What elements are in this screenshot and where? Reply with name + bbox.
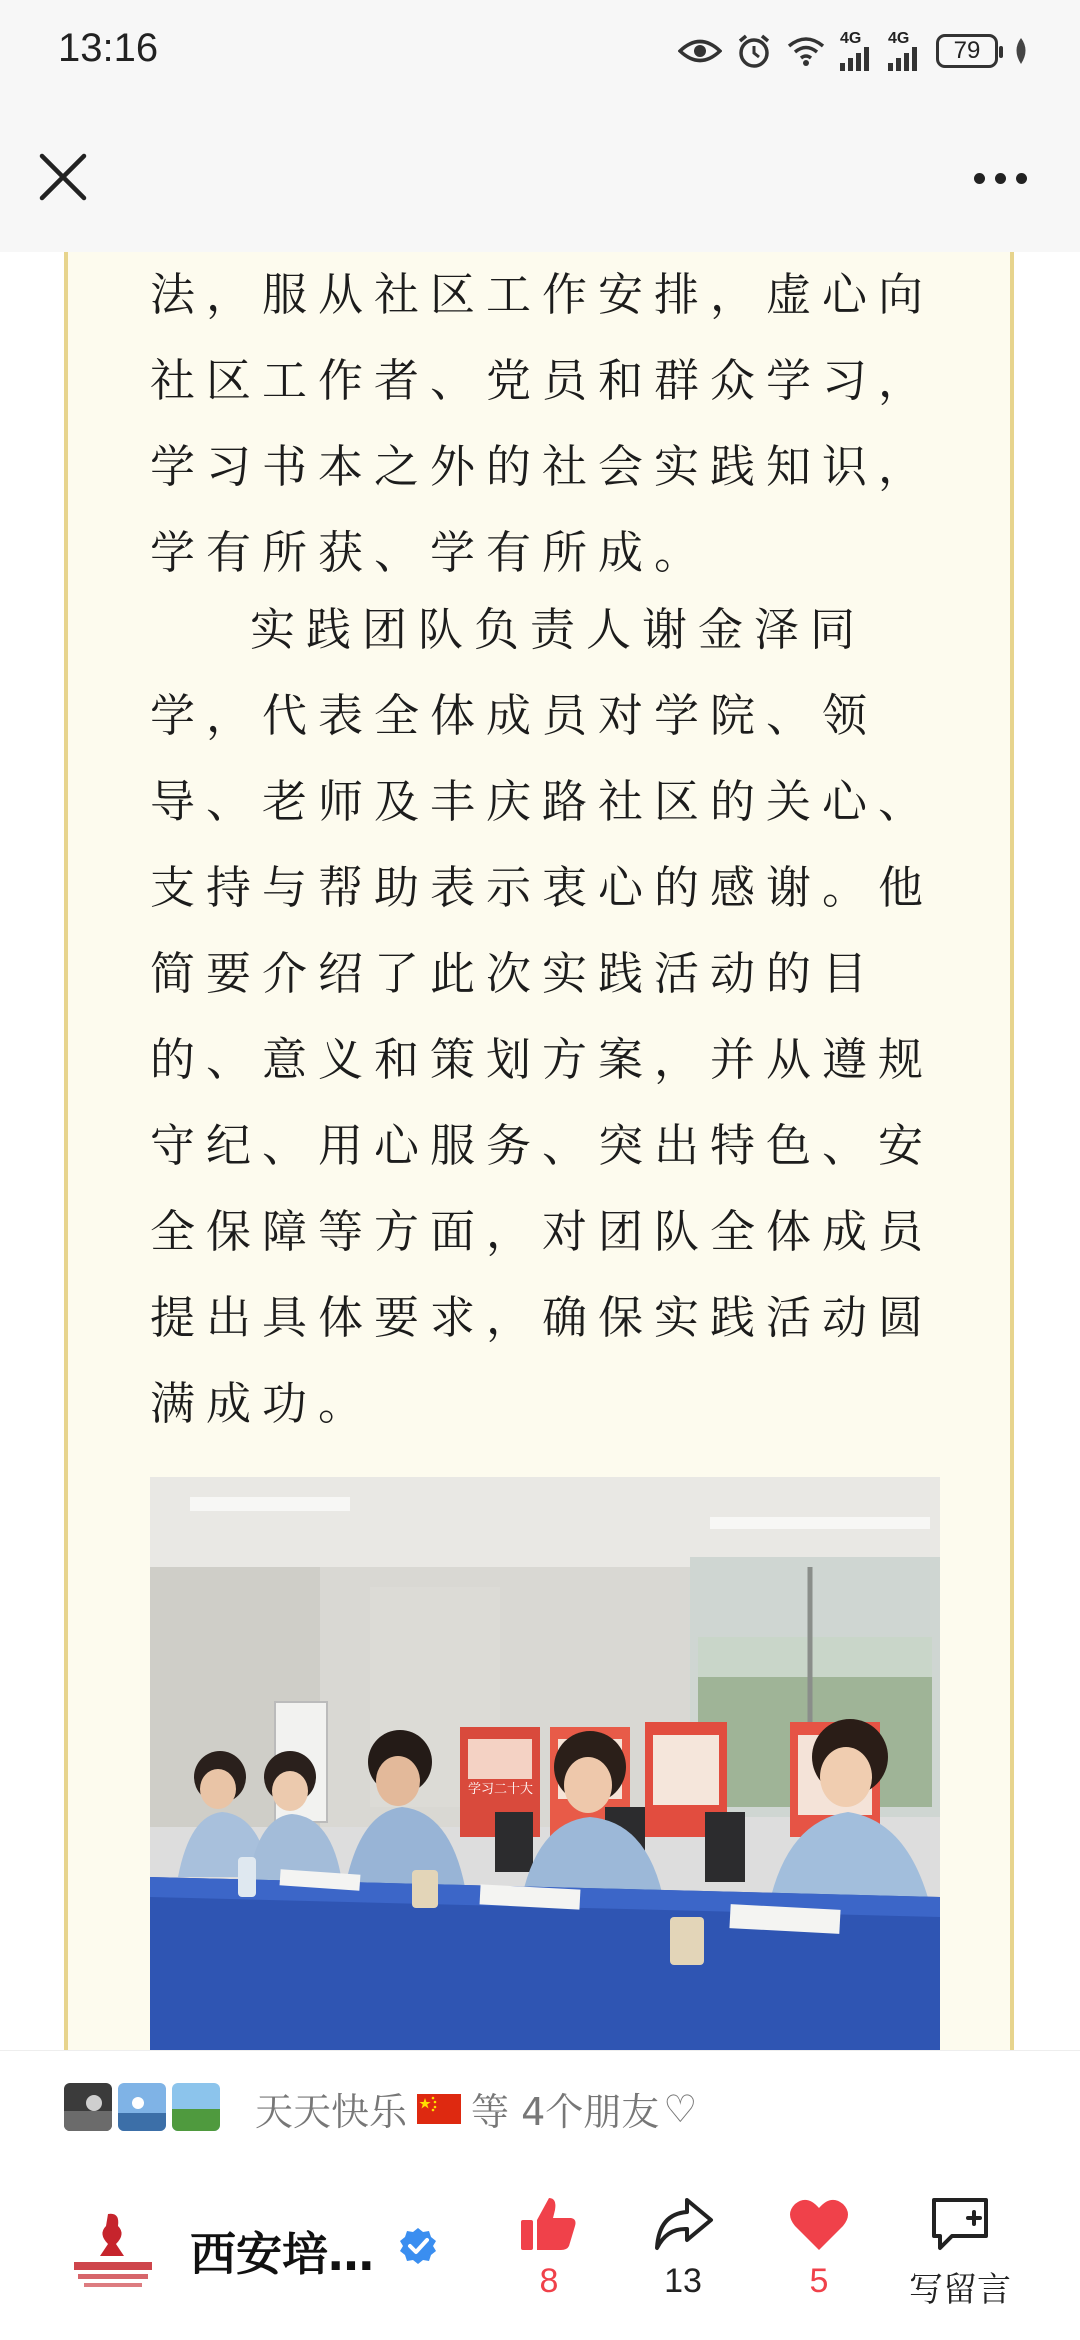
more-dot [995, 173, 1006, 184]
heart-icon [787, 2192, 851, 2256]
verified-badge-icon [398, 2226, 438, 2266]
more-options-button[interactable] [960, 158, 1040, 198]
status-time: 13:16 [58, 26, 159, 70]
heart-outline-icon: ♡ [663, 2086, 698, 2131]
write-comment-button[interactable] [890, 2192, 1030, 2311]
status-bar [0, 0, 1080, 100]
friend-name: 天天快乐 [255, 2090, 408, 2134]
friends-count-text: 等 4个朋友 [471, 2090, 660, 2134]
like-count: 8 [539, 2262, 559, 2300]
battery-indicator: 79 [936, 34, 998, 68]
title-bar [0, 100, 1080, 252]
article-paragraph: 法，服从社区工作安排，虚心向社区工作者、党员和群众学习，学习书本之外的社会实践知识，学有所获、学有所成。 [150, 268, 935, 579]
network-type-1: 4G [840, 30, 862, 47]
eye-icon [678, 36, 722, 66]
more-dot [1016, 173, 1027, 184]
like-button[interactable] [494, 2192, 604, 2301]
signal-1 [840, 31, 874, 71]
thumbs-up-icon [517, 2192, 581, 2256]
favorite-button[interactable] [764, 2192, 874, 2301]
bottom-action-bar [0, 2160, 1080, 2340]
article-paragraph: 实践团队负责人谢金泽同学，代表全体成员对学院、领导、老师及丰庆路社区的关心、支持与帮助表示衷心的感谢。他简要介绍了此次实践活动的目的、意义和策划方案，并从遵规守纪、用心服务、突出特色、安全保障等方面，对团队全体成员提出具体要求，确保实践活动圆满成功。 [150, 603, 935, 1430]
article-frame [64, 252, 1014, 2050]
status-icons [678, 26, 1030, 76]
avatar [172, 2083, 220, 2131]
friend-avatars [64, 2083, 220, 2131]
poster-text: 学习二十大 [468, 1782, 534, 1797]
share-button[interactable] [628, 2192, 738, 2301]
more-dot [974, 173, 985, 184]
meeting-photo-illustration [150, 1477, 940, 2050]
favorite-count: 5 [809, 2262, 829, 2300]
account-name[interactable]: 西安培… [190, 2227, 374, 2281]
alarm-icon [736, 33, 772, 69]
school-logo-icon[interactable] [68, 2204, 158, 2294]
signal-2 [888, 31, 922, 71]
leaf-icon [1012, 36, 1030, 66]
wifi-icon [786, 35, 826, 67]
avatar [118, 2083, 166, 2131]
article-photo[interactable] [150, 1477, 940, 2050]
friends-liked-text [255, 2081, 697, 2136]
share-count: 13 [664, 2262, 702, 2300]
network-type-2: 4G [888, 30, 910, 47]
friends-liked-bar[interactable] [0, 2050, 1080, 2161]
comment-add-icon [928, 2192, 992, 2256]
signal-icon [888, 47, 922, 71]
close-icon[interactable] [30, 144, 96, 210]
article-content[interactable] [0, 252, 1080, 2050]
share-icon [651, 2192, 715, 2256]
write-comment-label: 写留言 [909, 2270, 1011, 2310]
avatar [64, 2083, 112, 2131]
signal-icon [840, 47, 874, 71]
china-flag-icon [417, 2094, 461, 2124]
